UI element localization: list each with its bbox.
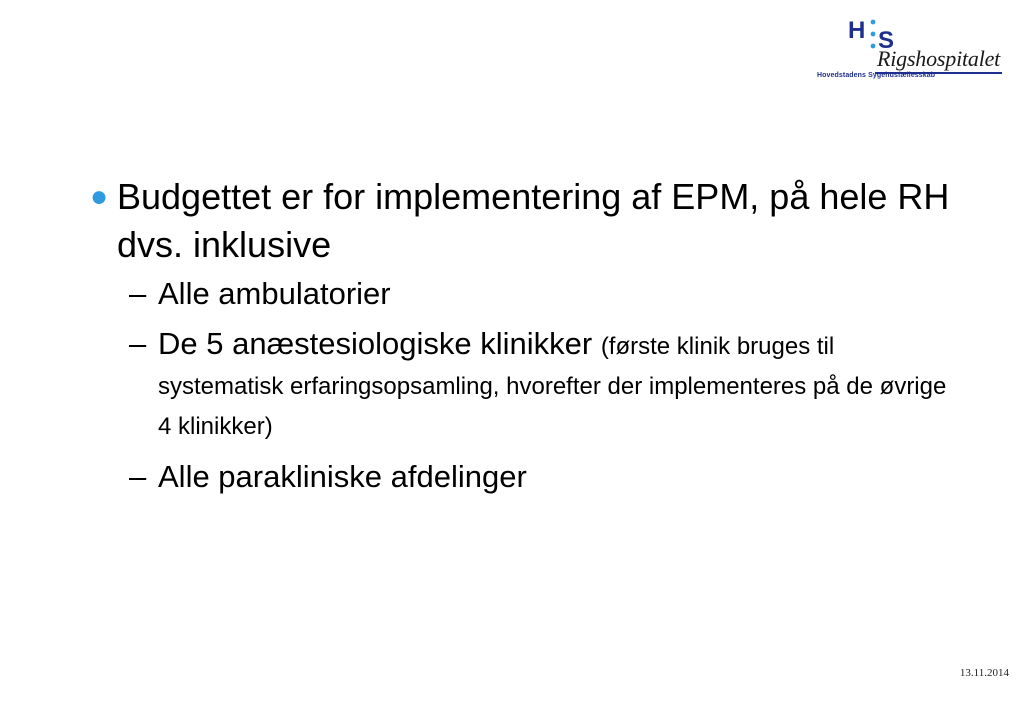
logo-subtitle: Hovedstadens Sygehusfællesskab (817, 72, 936, 79)
sub-bullet-text: De 5 anæstesiologiske klinikker (158, 326, 601, 361)
sub-bullet-text: Alle parakliniske afdelinger (158, 459, 527, 494)
slide-date: 13.11.2014 (959, 667, 1009, 679)
sub-bullet-item (129, 275, 950, 312)
logo-name: Rigshospitalet (877, 46, 1001, 71)
dash-marker: – (129, 326, 147, 361)
bullet-dot-icon: ● (90, 180, 109, 213)
slide-content (90, 173, 950, 508)
bullet-text: Budgettet er for implementering af EPM, på hele RH dvs. inklusive (117, 176, 950, 265)
svg-text:S: S (878, 27, 895, 52)
dash-marker: – (129, 276, 147, 311)
dash-marker: – (129, 459, 147, 494)
sub-bullet-item (129, 325, 950, 445)
sub-bullet-text: Alle ambulatorier (158, 276, 391, 311)
sub-bullet-note: (første klinik bruges til systematisk erfaringsopsamling, hvorefter der implementeres på de øvrige 4 klinikker) (158, 333, 947, 440)
bullet-item (90, 173, 950, 269)
rigshospitalet-logo (815, 12, 1010, 84)
sub-bullet-list (90, 275, 950, 495)
svg-text:H: H (848, 17, 866, 44)
sub-bullet-item (129, 458, 950, 495)
